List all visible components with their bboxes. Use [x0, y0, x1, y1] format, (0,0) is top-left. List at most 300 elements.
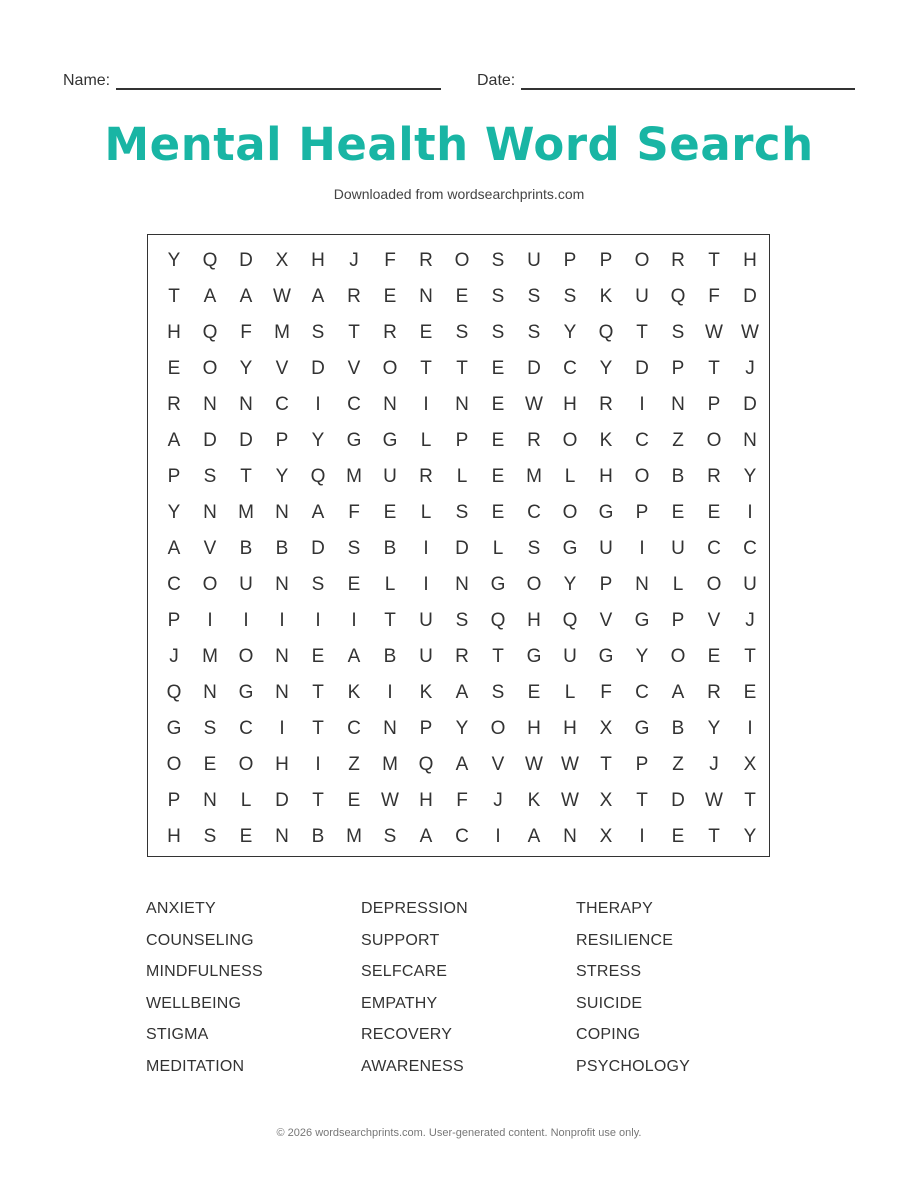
grid-cell: E — [347, 790, 361, 811]
grid-cell: S — [563, 286, 577, 307]
grid-cell: N — [239, 394, 253, 415]
grid-cell: P — [275, 430, 289, 451]
grid-cell: E — [167, 358, 181, 379]
grid-cell: P — [599, 250, 613, 271]
grid-cell: L — [564, 682, 576, 703]
grid-cell: I — [639, 538, 645, 559]
grid-cell: T — [456, 358, 468, 379]
grid-cell: P — [455, 430, 469, 451]
grid-cell: K — [599, 430, 613, 451]
grid-cell: O — [634, 250, 650, 271]
grid-cell: P — [671, 358, 685, 379]
grid-cell: S — [203, 826, 217, 847]
grid-cell: H — [563, 718, 577, 739]
grid-cell: T — [240, 466, 252, 487]
grid-cell: I — [315, 394, 321, 415]
grid-cell: S — [527, 286, 541, 307]
grid-cell: N — [383, 718, 397, 739]
grid-cell: Q — [166, 682, 182, 703]
grid-cell: A — [239, 286, 253, 307]
grid-cell: A — [311, 502, 325, 523]
grid-cell: X — [599, 790, 613, 811]
grid-cell: N — [743, 430, 757, 451]
grid-cell: D — [275, 790, 289, 811]
grid-cell: J — [709, 754, 719, 775]
grid-cell: P — [671, 610, 685, 631]
grid-cell: G — [166, 718, 182, 739]
grid-cell: R — [347, 286, 361, 307]
grid-cell: D — [671, 790, 685, 811]
grid-cell: C — [347, 394, 361, 415]
grid-cell: P — [167, 610, 181, 631]
grid-cell: X — [599, 826, 613, 847]
grid-cell: T — [492, 646, 504, 667]
grid-cell: L — [240, 790, 252, 811]
grid-cell: E — [527, 682, 541, 703]
grid-cell: E — [455, 286, 469, 307]
grid-cell: Y — [311, 430, 325, 451]
grid-cell: T — [384, 610, 396, 631]
grid-cell: A — [455, 754, 469, 775]
grid-cell: P — [707, 394, 721, 415]
grid-cell: R — [707, 466, 721, 487]
grid-cell: E — [491, 430, 505, 451]
grid-cell: F — [240, 322, 252, 343]
grid-cell: R — [419, 466, 433, 487]
grid-cell: S — [455, 502, 469, 523]
grid-cell: T — [348, 322, 360, 343]
grid-cell: A — [167, 430, 181, 451]
grid-cell: Q — [202, 250, 218, 271]
grid-cell: H — [527, 610, 541, 631]
grid-cell: N — [203, 394, 217, 415]
grid-cell: Y — [239, 358, 253, 379]
grid-cell: N — [455, 574, 469, 595]
grid-cell: R — [383, 322, 397, 343]
grid-cell: Q — [562, 610, 578, 631]
grid-cell: L — [564, 466, 576, 487]
grid-cell: J — [745, 358, 755, 379]
grid-cell: O — [526, 574, 542, 595]
grid-cell: N — [275, 646, 289, 667]
grid-cell: S — [347, 538, 361, 559]
grid-cell: E — [491, 358, 505, 379]
grid-cell: Y — [599, 358, 613, 379]
grid-cell: O — [238, 754, 254, 775]
grid-cell: K — [347, 682, 361, 703]
grid-cell: E — [239, 826, 253, 847]
grid-cell: N — [275, 826, 289, 847]
grid-cell: K — [419, 682, 433, 703]
grid-cell: E — [383, 286, 397, 307]
grid-cell: P — [635, 502, 649, 523]
grid-cell: S — [455, 322, 469, 343]
grid-cell: Y — [563, 322, 577, 343]
grid-cell: S — [203, 466, 217, 487]
grid-cell: B — [383, 646, 397, 667]
grid-cell: A — [419, 826, 433, 847]
word-list-item: STRESS — [576, 963, 642, 980]
grid-cell: K — [599, 286, 613, 307]
grid-cell: V — [707, 610, 721, 631]
grid-cell: S — [491, 286, 505, 307]
grid-cell: E — [383, 502, 397, 523]
grid-cell: G — [634, 610, 650, 631]
header-fields — [63, 68, 855, 92]
grid-cell: T — [312, 682, 324, 703]
grid-cell: I — [387, 682, 393, 703]
grid-cell: D — [203, 430, 217, 451]
grid-cell: P — [563, 250, 577, 271]
grid-cell: I — [639, 394, 645, 415]
grid-cell: X — [743, 754, 757, 775]
grid-cell: N — [419, 286, 433, 307]
grid-cell: C — [455, 826, 469, 847]
footer: © 2026 wordsearchprints.com. User-generated content. Nonprofit use only. — [276, 1127, 642, 1139]
grid-cell: D — [311, 538, 325, 559]
grid-cell: M — [274, 322, 290, 343]
grid-cell: W — [561, 754, 579, 775]
grid-cell: R — [527, 430, 541, 451]
grid-cell: D — [635, 358, 649, 379]
word-list — [146, 900, 786, 1089]
grid-cell: E — [347, 574, 361, 595]
grid-cell: Y — [455, 718, 469, 739]
grid-cell: H — [167, 826, 181, 847]
grid-cell: C — [563, 358, 577, 379]
grid-cell: S — [311, 574, 325, 595]
grid-cell: H — [527, 718, 541, 739]
word-list-item: EMPATHY — [361, 994, 438, 1012]
grid-cell: Q — [310, 466, 326, 487]
grid-cell: F — [456, 790, 468, 811]
grid-cell: D — [743, 286, 757, 307]
grid-cell: C — [347, 718, 361, 739]
grid-cell: P — [167, 790, 181, 811]
grid-cell: N — [383, 394, 397, 415]
date-line — [521, 74, 855, 90]
grid-cell: S — [491, 682, 505, 703]
grid-cell: O — [166, 754, 182, 775]
grid-cell: B — [275, 538, 289, 559]
grid-cell: H — [275, 754, 289, 775]
grid-cell: O — [706, 430, 722, 451]
grid-cell: O — [454, 250, 470, 271]
grid-cell: Y — [563, 574, 577, 595]
word-list-item: COUNSELING — [146, 931, 254, 949]
grid-cell: S — [491, 322, 505, 343]
grid-cell: I — [747, 718, 753, 739]
grid-cell: M — [346, 826, 362, 847]
grid-cell: S — [383, 826, 397, 847]
grid-cell: E — [419, 322, 433, 343]
grid-cell: B — [239, 538, 253, 559]
word-list-item: WELLBEING — [146, 994, 242, 1012]
grid-cell: H — [167, 322, 181, 343]
grid-cell: R — [599, 394, 613, 415]
grid-cell: O — [634, 466, 650, 487]
grid-cell: I — [423, 538, 429, 559]
grid-cell: Q — [670, 286, 686, 307]
grid-cell: R — [419, 250, 433, 271]
grid-cell: W — [273, 286, 291, 307]
grid-cell: I — [351, 610, 357, 631]
grid-cell: E — [707, 646, 721, 667]
grid-cell: C — [275, 394, 289, 415]
word-list-item: SUICIDE — [576, 994, 643, 1012]
grid-cell: Y — [167, 502, 181, 523]
grid-cell: S — [491, 250, 505, 271]
grid-cell: G — [490, 574, 506, 595]
grid-cell: Q — [202, 322, 218, 343]
grid-cell: B — [311, 826, 325, 847]
grid-cell: D — [743, 394, 757, 415]
grid-cell: U — [635, 286, 649, 307]
grid-cell: T — [168, 286, 180, 307]
grid-cell: D — [239, 430, 253, 451]
grid-cell: E — [491, 502, 505, 523]
word-list-item: MEDITATION — [146, 1057, 245, 1075]
page-title: Mental Health Word Search — [104, 118, 814, 171]
grid-cell: T — [600, 754, 612, 775]
grid-cell: Y — [743, 826, 757, 847]
grid-cell: Y — [275, 466, 289, 487]
grid-cell: P — [167, 466, 181, 487]
grid-cell: J — [493, 790, 503, 811]
grid-cell: Q — [418, 754, 434, 775]
grid-cell: W — [381, 790, 399, 811]
grid-cell: B — [671, 466, 685, 487]
grid-cell: G — [562, 538, 578, 559]
grid-cell: N — [671, 394, 685, 415]
grid-cell: E — [707, 502, 721, 523]
grid-cell: X — [275, 250, 289, 271]
word-list-item: STIGMA — [146, 1026, 209, 1043]
grid-cell: I — [315, 754, 321, 775]
grid-cell: M — [382, 754, 398, 775]
grid-cell: L — [420, 502, 432, 523]
grid-cell: B — [383, 538, 397, 559]
grid-cell: U — [383, 466, 397, 487]
grid-cell: R — [455, 646, 469, 667]
grid-cell: V — [203, 538, 217, 559]
grid-cell: M — [526, 466, 542, 487]
name-label: Name: — [63, 72, 111, 89]
grid-cell: I — [243, 610, 249, 631]
grid-cell: A — [671, 682, 685, 703]
grid-cell: P — [599, 574, 613, 595]
grid-cell: L — [492, 538, 504, 559]
grid-cell: N — [563, 826, 577, 847]
name-line — [116, 74, 441, 90]
date-field — [477, 68, 855, 90]
grid-cell: H — [311, 250, 325, 271]
grid-cell: C — [527, 502, 541, 523]
grid-cell: V — [347, 358, 361, 379]
grid-cell: R — [167, 394, 181, 415]
grid-cell: N — [203, 790, 217, 811]
grid-cell: U — [743, 574, 757, 595]
grid-cell: E — [311, 646, 325, 667]
grid-cell: T — [312, 790, 324, 811]
grid-cell: T — [312, 718, 324, 739]
grid-cell: Q — [490, 610, 506, 631]
grid-cell: H — [743, 250, 757, 271]
grid-cell: R — [707, 682, 721, 703]
grid-cell: N — [275, 574, 289, 595]
word-list-item: PSYCHOLOGY — [576, 1057, 691, 1075]
grid-cell: G — [346, 430, 362, 451]
grid-cell: W — [525, 754, 543, 775]
grid-cell: N — [203, 502, 217, 523]
grid-cell: W — [705, 322, 723, 343]
grid-cell: A — [527, 826, 541, 847]
grid-cell: T — [636, 322, 648, 343]
grid-cell: O — [562, 430, 578, 451]
subtitle: Downloaded from wordsearchprints.com — [333, 186, 585, 202]
grid-cell: Y — [635, 646, 649, 667]
grid-cell: H — [599, 466, 613, 487]
grid-cell: J — [745, 610, 755, 631]
grid-cell: R — [671, 250, 685, 271]
grid-cell: N — [635, 574, 649, 595]
grid-cell: W — [741, 322, 759, 343]
grid-cell: O — [562, 502, 578, 523]
grid-cell: I — [423, 574, 429, 595]
grid-cell: T — [708, 250, 720, 271]
grid-cell: T — [744, 790, 756, 811]
grid-cell: Z — [348, 754, 360, 775]
grid-cell: E — [671, 826, 685, 847]
grid-cell: Y — [743, 466, 757, 487]
grid-cell: S — [671, 322, 685, 343]
grid-cell: P — [635, 754, 649, 775]
grid-cell: Q — [598, 322, 614, 343]
grid-cell: T — [420, 358, 432, 379]
grid-cell: N — [455, 394, 469, 415]
grid-cell: T — [744, 646, 756, 667]
grid-cell: G — [634, 718, 650, 739]
word-list-item: SELFCARE — [361, 963, 448, 980]
grid-cell: S — [527, 538, 541, 559]
letter-grid — [147, 234, 770, 857]
grid-cell: H — [419, 790, 433, 811]
grid-cell: D — [239, 250, 253, 271]
word-list-item: AWARENESS — [361, 1057, 464, 1075]
grid-cell: O — [670, 646, 686, 667]
grid-cell: D — [455, 538, 469, 559]
word-list-item: SUPPORT — [361, 931, 440, 949]
grid-cell: V — [491, 754, 505, 775]
grid-cell: I — [495, 826, 501, 847]
grid-cell: E — [491, 394, 505, 415]
grid-cell: D — [527, 358, 541, 379]
grid-cell: B — [671, 718, 685, 739]
grid-cell: L — [456, 466, 468, 487]
grid-cell: L — [384, 574, 396, 595]
grid-cell: J — [169, 646, 179, 667]
grid-cell: I — [423, 394, 429, 415]
grid-cell: Z — [672, 430, 684, 451]
word-list-item: RECOVERY — [361, 1026, 453, 1043]
date-label: Date: — [477, 72, 516, 89]
grid-cell: L — [420, 430, 432, 451]
grid-cell: D — [311, 358, 325, 379]
grid-cell: C — [707, 538, 721, 559]
grid-cell: E — [743, 682, 757, 703]
grid-cell: V — [275, 358, 289, 379]
grid-cell: W — [705, 790, 723, 811]
grid-cell: T — [708, 826, 720, 847]
grid-cell: A — [455, 682, 469, 703]
grid-cell: C — [635, 430, 649, 451]
grid-cell: S — [203, 718, 217, 739]
grid-cell: T — [708, 358, 720, 379]
grid-cell: O — [202, 574, 218, 595]
word-list-item: ANXIETY — [146, 900, 216, 917]
grid-cell: F — [600, 682, 612, 703]
grid-cell: U — [671, 538, 685, 559]
grid-cell: O — [238, 646, 254, 667]
grid-cell: U — [599, 538, 613, 559]
grid-cell: O — [202, 358, 218, 379]
grid-cell: K — [527, 790, 541, 811]
grid-cell: I — [279, 610, 285, 631]
grid-cell: G — [238, 682, 254, 703]
grid-cell: M — [202, 646, 218, 667]
grid-cell: I — [279, 718, 285, 739]
grid-cell: G — [382, 430, 398, 451]
grid-cell: M — [238, 502, 254, 523]
grid-cell: N — [203, 682, 217, 703]
grid-cell: M — [346, 466, 362, 487]
grid-cell: I — [207, 610, 213, 631]
grid-cell: E — [203, 754, 217, 775]
grid-cell: A — [311, 286, 325, 307]
grid-cell: F — [708, 286, 720, 307]
grid-cell: T — [636, 790, 648, 811]
word-list-item: COPING — [576, 1026, 641, 1043]
grid-cell: I — [315, 610, 321, 631]
grid-cell: W — [525, 394, 543, 415]
grid-cell: H — [563, 394, 577, 415]
grid-cell: U — [419, 646, 433, 667]
grid-cell: O — [490, 718, 506, 739]
grid-cell: G — [598, 502, 614, 523]
grid-cell: N — [275, 502, 289, 523]
grid-cell: S — [455, 610, 469, 631]
grid-cell: O — [706, 574, 722, 595]
grid-cell: E — [671, 502, 685, 523]
word-list-item: MINDFULNESS — [146, 963, 263, 980]
grid-cell: C — [167, 574, 181, 595]
grid-cell: F — [384, 250, 396, 271]
grid-cell: I — [639, 826, 645, 847]
grid-cell: G — [526, 646, 542, 667]
grid-cell: C — [635, 682, 649, 703]
grid-cell: E — [491, 466, 505, 487]
grid-cell: F — [348, 502, 360, 523]
name-field — [63, 68, 441, 90]
letter-grid-cells — [156, 243, 768, 855]
grid-cell: S — [311, 322, 325, 343]
grid-cell: J — [349, 250, 359, 271]
grid-cell: W — [561, 790, 579, 811]
grid-cell: L — [672, 574, 684, 595]
grid-cell: O — [382, 358, 398, 379]
grid-cell: U — [563, 646, 577, 667]
grid-cell: V — [599, 610, 613, 631]
